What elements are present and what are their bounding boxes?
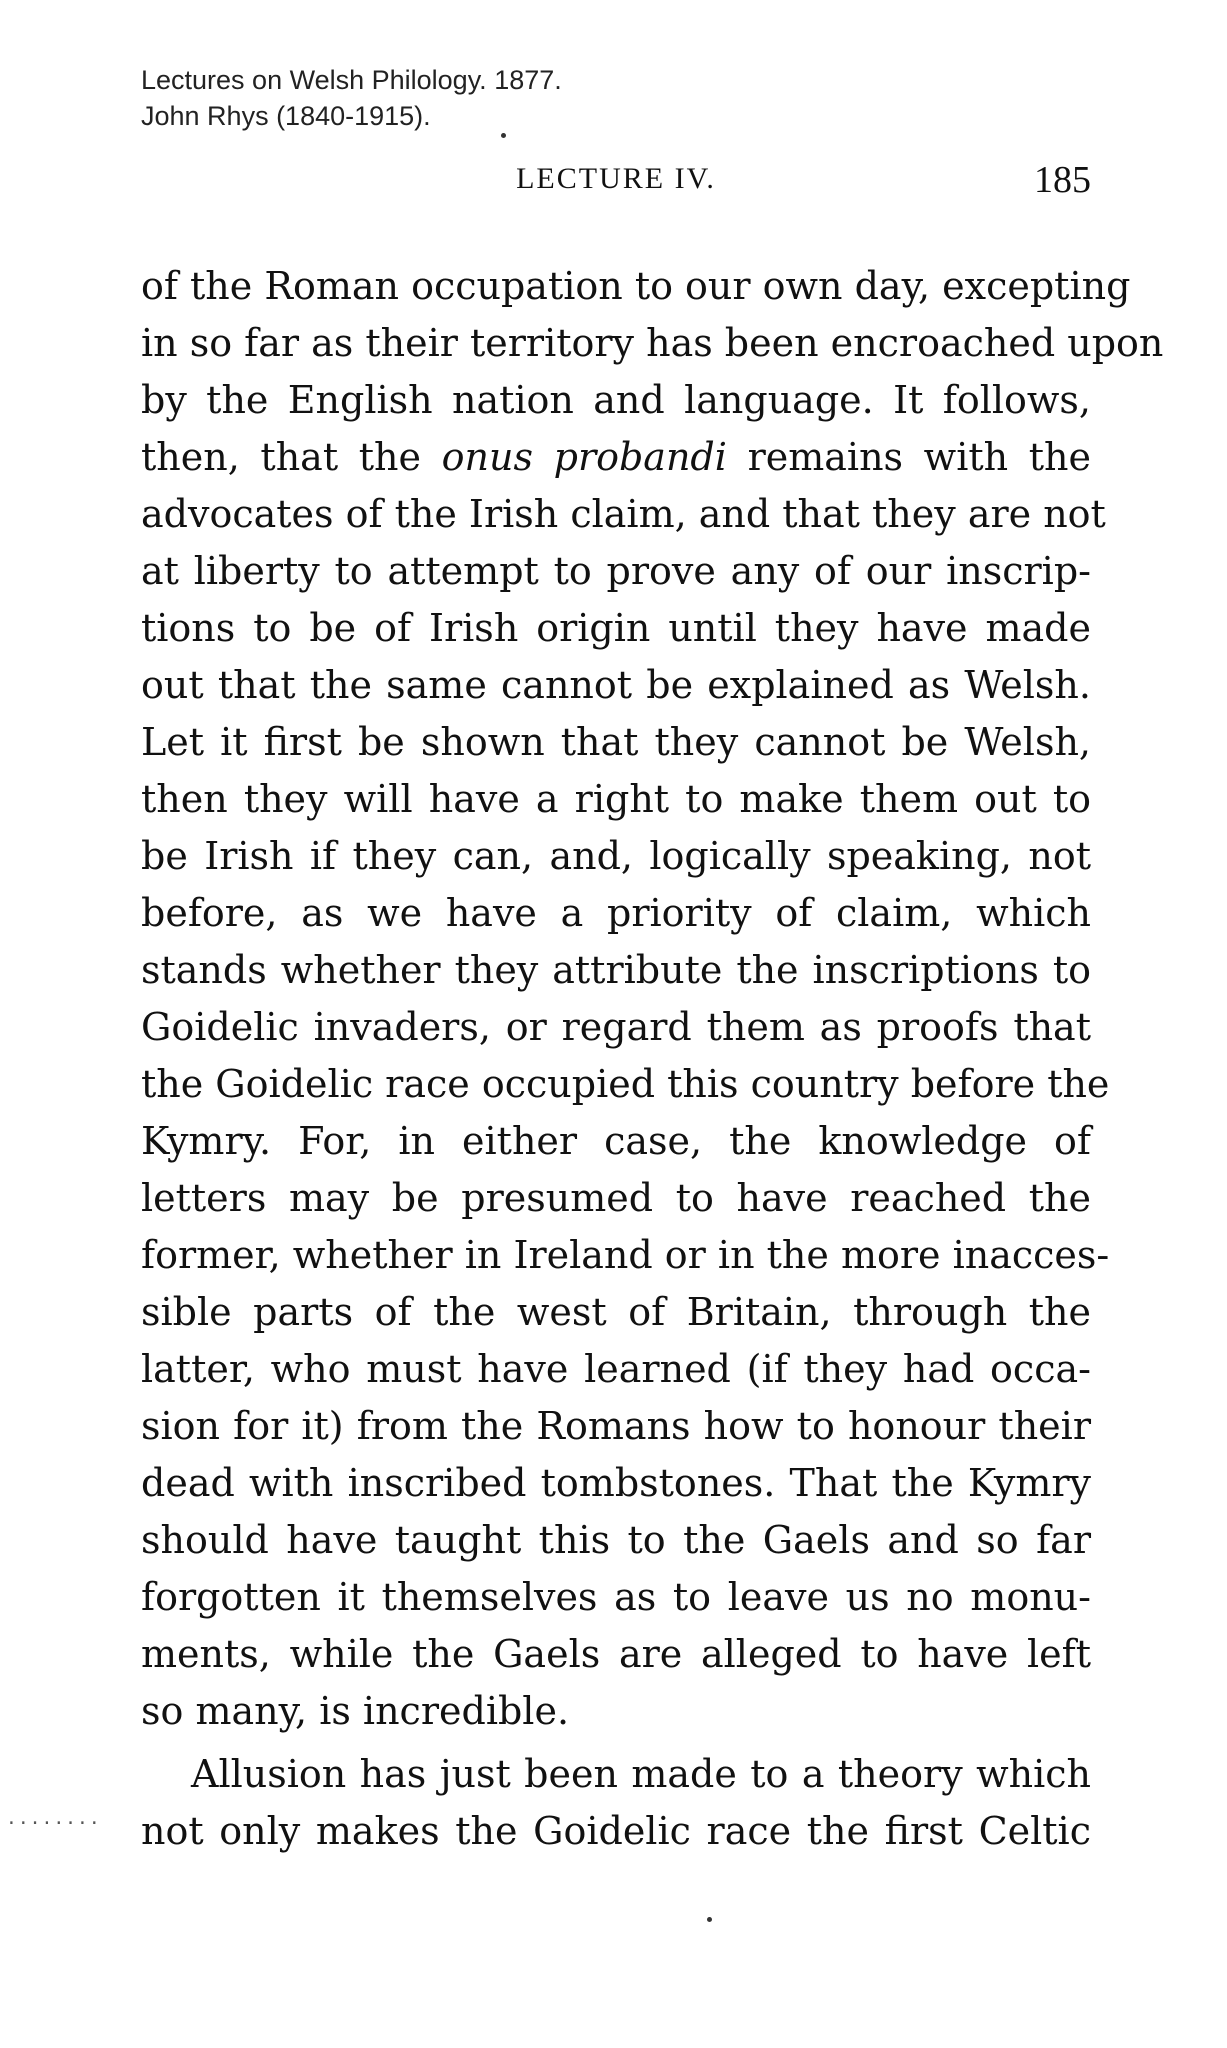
text-line: letters may be presumed to have reached the (141, 1176, 1091, 1220)
text-line: then they will have a right to make them out to (141, 777, 1091, 821)
text-line: be Irish if they can, and, logically speaking, not (141, 834, 1091, 878)
margin-dots: ........ (6, 1808, 101, 1829)
text-line: Kymry. For, in either case, the knowledge of (141, 1119, 1091, 1163)
text-line: so many, is incredible. (141, 1689, 570, 1733)
text-line: ments, while the Gaels are alleged to have left (141, 1632, 1091, 1676)
source-title: Lectures on Welsh Philology. 1877. (141, 65, 562, 95)
text-line: sion for it) from the Romans how to honour their (141, 1404, 1091, 1448)
text-line: of the Roman occupation to our own day, excepting (141, 264, 1131, 308)
text-line: in so far as their territory has been encroached upon (141, 321, 1164, 365)
ink-speck (501, 133, 506, 138)
text-line: out that the same cannot be explained as Welsh. (141, 663, 1091, 707)
text-line: latter, who must have learned (if they had occa- (141, 1347, 1091, 1391)
text-fragment: then, that the (141, 435, 442, 479)
source-note (141, 62, 562, 134)
text-line: at liberty to attempt to prove any of our inscrip- (141, 549, 1091, 593)
text-line: dead with inscribed tombstones. That the Kymry (141, 1461, 1091, 1505)
text-line: the Goidelic race occupied this country before the (141, 1062, 1110, 1106)
page-number: 185 (1034, 159, 1091, 201)
page-header (141, 158, 1091, 208)
text-line (141, 429, 1091, 486)
text-line: stands whether they attribute the inscriptions to (141, 948, 1091, 992)
text-line: should have taught this to the Gaels and so far (141, 1518, 1091, 1562)
running-head: LECTURE IV. (516, 162, 716, 195)
text-line: Allusion has just been made to a theory which (191, 1752, 1091, 1796)
text-line: not only makes the Goidelic race the first Celtic (141, 1809, 1091, 1853)
italic-phrase: onus probandi (441, 435, 727, 479)
text-fragment: remains with the (726, 435, 1091, 479)
ink-speck (707, 1917, 712, 1922)
source-author: John Rhys (1840-1915). (141, 101, 431, 131)
body-text (141, 258, 1164, 1860)
text-line: advocates of the Irish claim, and that they are not (141, 492, 1106, 536)
text-line: sible parts of the west of Britain, through the (141, 1290, 1091, 1334)
text-line: before, as we have a priority of claim, which (141, 891, 1091, 935)
text-line: Let it first be shown that they cannot be Welsh, (141, 720, 1091, 764)
text-line: by the English nation and language. It follows, (141, 378, 1091, 422)
text-line: Goidelic invaders, or regard them as proofs that (141, 1005, 1091, 1049)
text-line: forgotten it themselves as to leave us no monu- (141, 1575, 1091, 1619)
text-line: tions to be of Irish origin until they have made (141, 606, 1091, 650)
text-line: former, whether in Ireland or in the more inacces- (141, 1233, 1110, 1277)
